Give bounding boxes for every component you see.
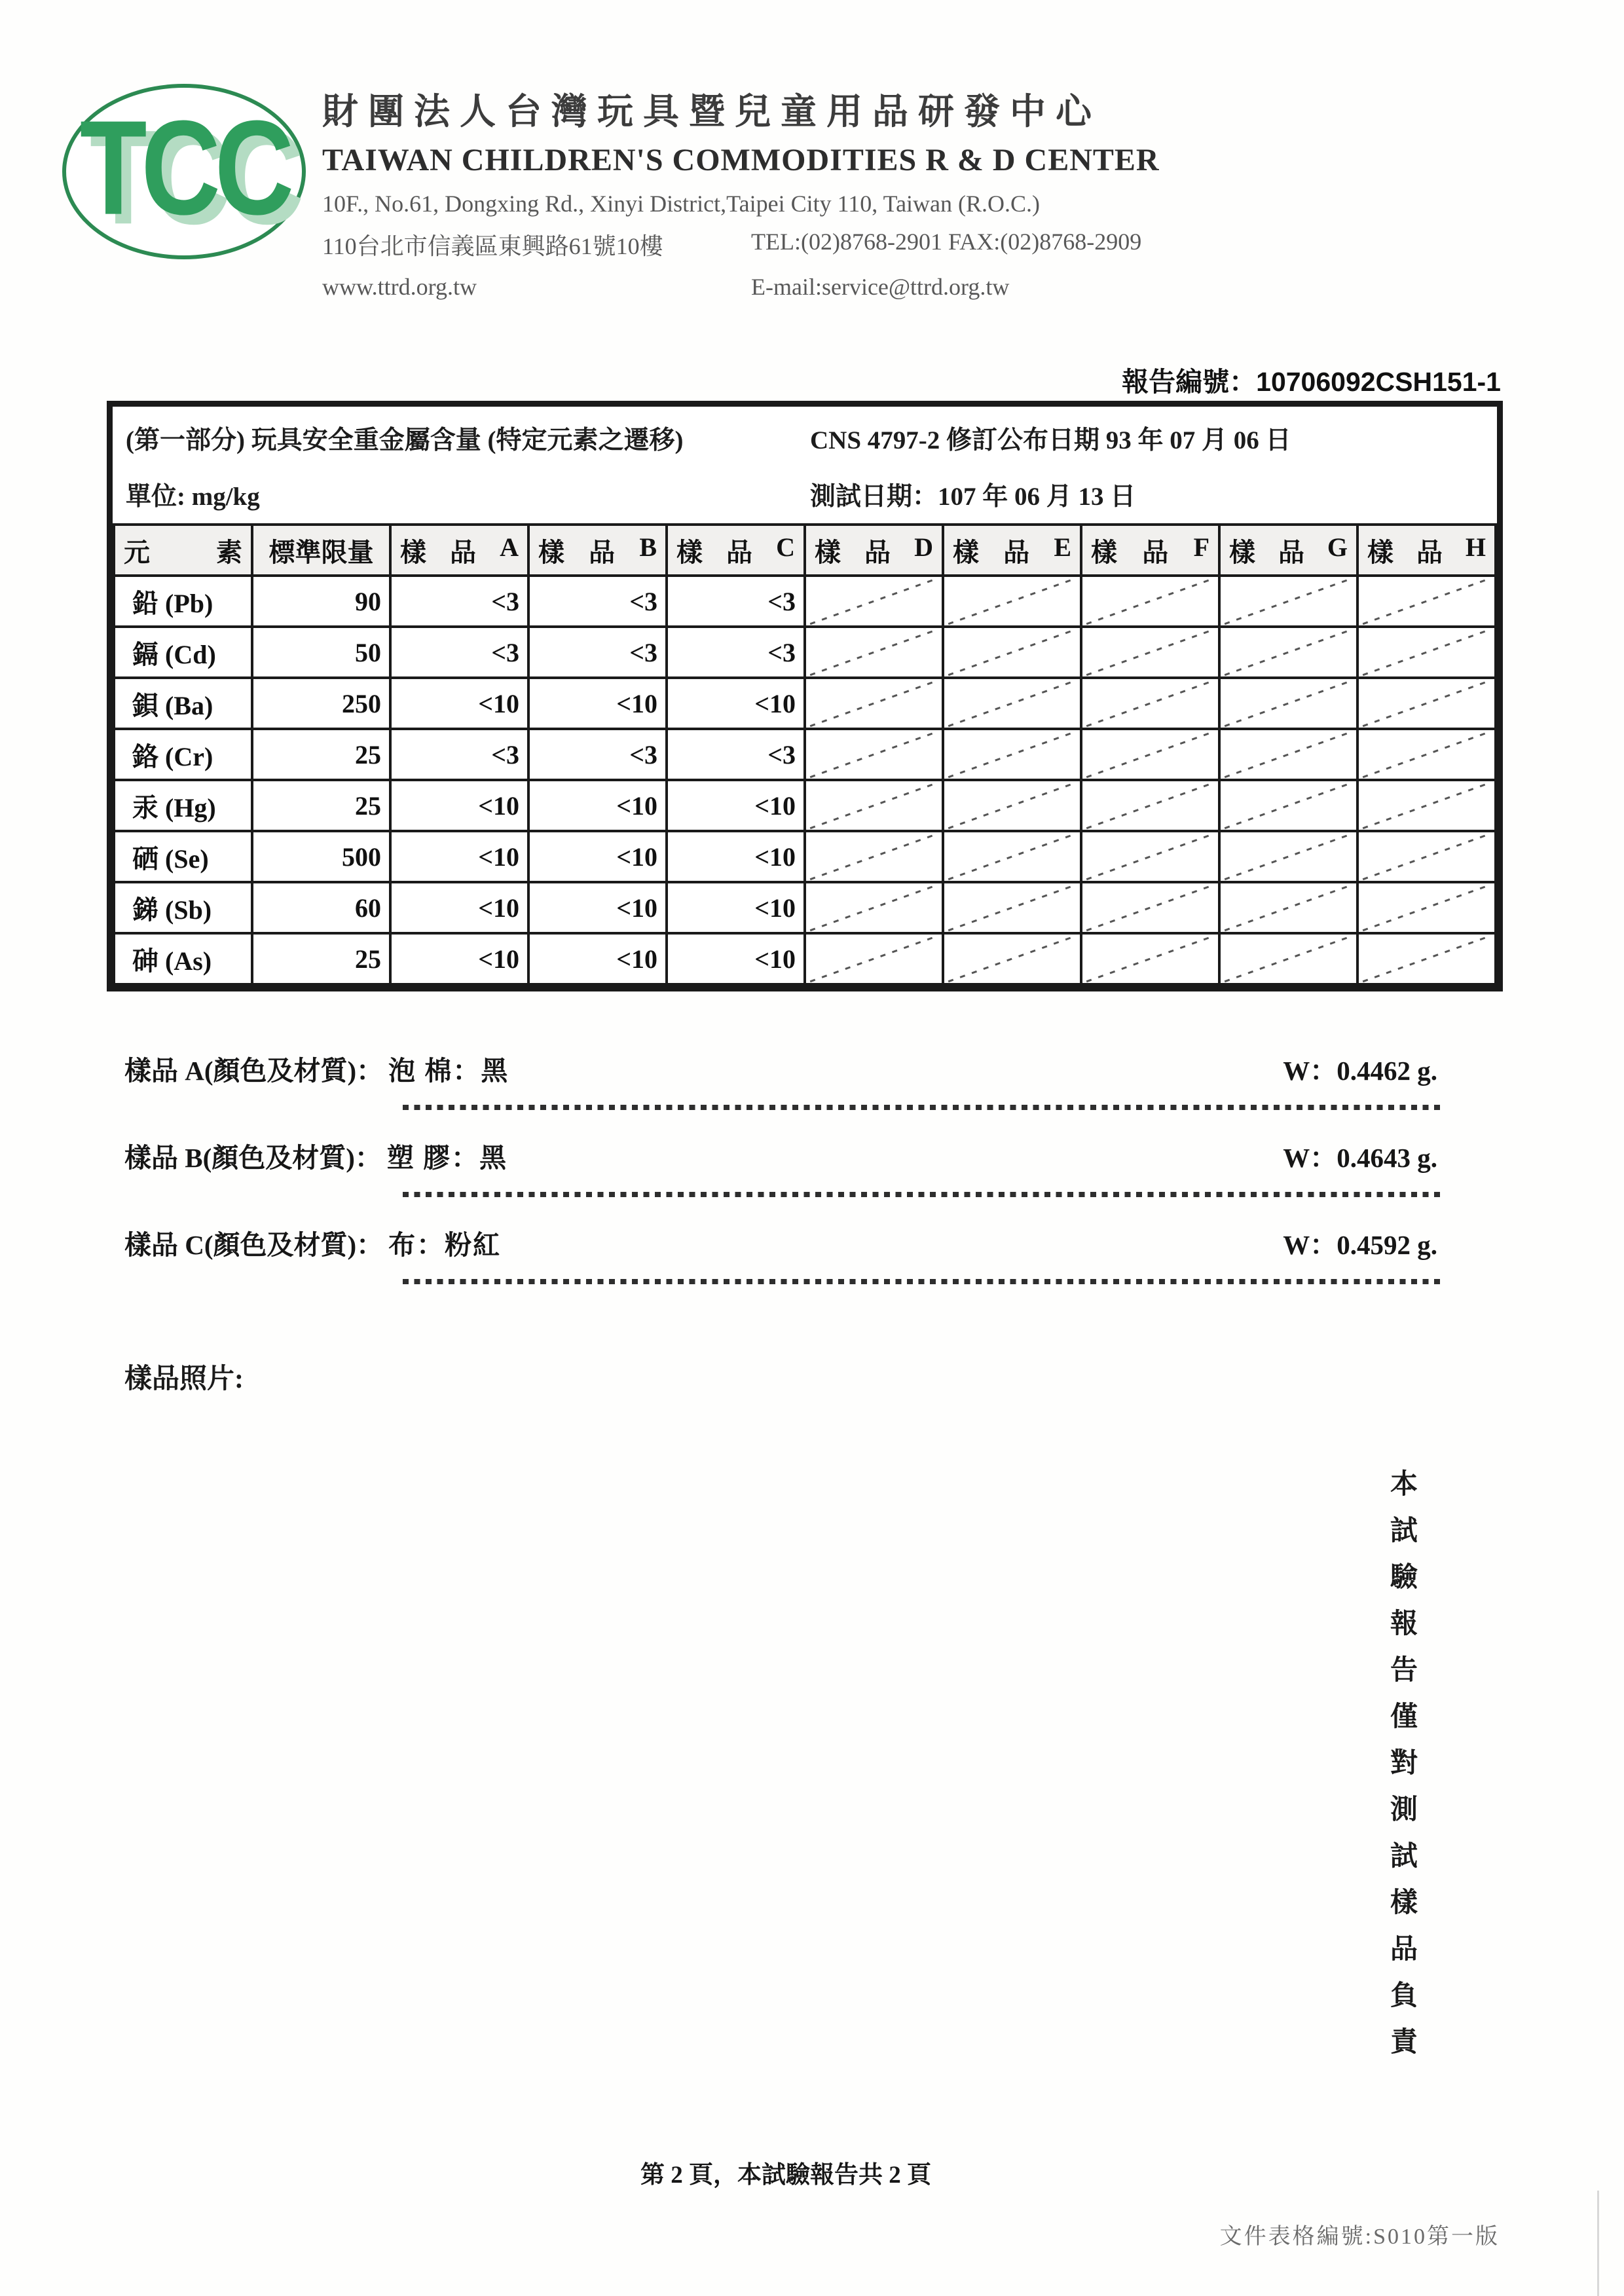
limit-cell: 500 [252, 831, 390, 882]
limit-cell: 50 [252, 627, 390, 678]
table-title-row-1 [126, 420, 1488, 456]
diagonal-strike-icon [1082, 883, 1218, 932]
table-title-block [113, 407, 1497, 523]
diagonal-strike-icon [1082, 781, 1218, 830]
result-cell: <3 [528, 627, 667, 678]
tel-fax: TEL:(02)8768-2901 FAX:(02)8768-2909 [751, 229, 1142, 255]
diagonal-strike-icon [1359, 832, 1494, 881]
diagonal-strike-icon [944, 577, 1080, 625]
empty-result-cell [1357, 627, 1496, 678]
diagonal-strike-icon [806, 832, 942, 881]
diagonal-strike-icon [806, 679, 942, 728]
sample-description: 塑 膠：黑 [386, 1143, 508, 1173]
sample-line [124, 1049, 1503, 1088]
diagonal-strike-icon [944, 832, 1080, 881]
diagonal-strike-icon [1359, 679, 1494, 728]
result-cell: <10 [390, 933, 528, 984]
standard-note: CNS 4797-2 修訂公布日期 93 年 07 月 06 日 [810, 426, 1291, 454]
diagonal-strike-icon [1082, 935, 1218, 983]
diagonal-strike-icon [944, 679, 1080, 728]
element-cell: 鎘 (Cd) [114, 627, 252, 678]
sample-label: 樣品 C(顏色及材質)： [124, 1230, 384, 1260]
results-grid [113, 523, 1497, 986]
diagonal-strike-icon [1221, 628, 1356, 676]
diagonal-strike-icon [1082, 730, 1218, 779]
limit-cell: 60 [252, 882, 390, 933]
element-cell: 鉛 (Pb) [114, 576, 252, 627]
sample-row [124, 1223, 1503, 1284]
empty-result-cell [1081, 627, 1219, 678]
column-header: 樣 品 B [528, 525, 667, 576]
org-name-en: TAIWAN CHILDREN'S COMMODITIES R & D CENTER [322, 143, 1160, 177]
empty-result-cell [1219, 933, 1357, 984]
result-cell: <10 [390, 831, 528, 882]
empty-result-cell [805, 627, 943, 678]
empty-result-cell [805, 780, 943, 831]
empty-result-cell [943, 729, 1081, 780]
tcc-logo [62, 84, 306, 259]
column-header: 元 素 [114, 525, 252, 576]
empty-result-cell [1357, 678, 1496, 729]
sample-line [124, 1136, 1503, 1175]
section-title: (第一部分) 玩具安全重金屬含量 (特定元素之遷移) [126, 426, 684, 454]
sample-weight: W：0.4592 g. [1283, 1230, 1437, 1260]
web-email-line [322, 273, 1534, 301]
result-cell: <3 [667, 627, 805, 678]
table-row [114, 678, 1496, 729]
result-cell: <10 [667, 831, 805, 882]
column-header: 樣 品 C [667, 525, 805, 576]
dashed-separator [403, 1192, 1441, 1197]
diagonal-strike-icon [944, 781, 1080, 830]
empty-result-cell [943, 882, 1081, 933]
empty-result-cell [1357, 729, 1496, 780]
website: www.ttrd.org.tw [322, 274, 477, 300]
diagonal-strike-icon [1359, 883, 1494, 932]
results-table [107, 401, 1503, 991]
result-cell: <3 [390, 729, 528, 780]
element-cell: 汞 (Hg) [114, 780, 252, 831]
empty-result-cell [805, 831, 943, 882]
sample-description: 布：粉紅 [388, 1230, 502, 1260]
diagonal-strike-icon [944, 628, 1080, 676]
scan-edge-artifact [1597, 2191, 1599, 2296]
empty-result-cell [1081, 729, 1219, 780]
empty-result-cell [1357, 882, 1496, 933]
empty-result-cell [1219, 576, 1357, 627]
element-cell: 鋇 (Ba) [114, 678, 252, 729]
result-cell: <10 [528, 882, 667, 933]
table-row [114, 729, 1496, 780]
diagonal-strike-icon [1221, 730, 1356, 779]
disclaimer-vertical-text: 本試驗報告僅對測試樣品負責 [1386, 1469, 1416, 2073]
address-zh: 110台北市信義區東興路61號10樓 [322, 233, 663, 259]
page-number-info: 第 2 頁，本試驗報告共 2 頁 [640, 2162, 931, 2189]
result-cell: <10 [390, 678, 528, 729]
column-header: 樣 品 F [1081, 525, 1219, 576]
diagonal-strike-icon [1359, 577, 1494, 625]
sample-row [124, 1049, 1503, 1110]
empty-result-cell [1357, 933, 1496, 984]
samples-section [124, 1049, 1503, 1310]
result-cell: <10 [390, 882, 528, 933]
empty-result-cell [1081, 678, 1219, 729]
result-cell: <3 [390, 576, 528, 627]
empty-result-cell [1357, 780, 1496, 831]
empty-result-cell [805, 882, 943, 933]
column-header: 樣 品 A [390, 525, 528, 576]
empty-result-cell [943, 780, 1081, 831]
diagonal-strike-icon [1221, 577, 1356, 625]
diagonal-strike-icon [1359, 935, 1494, 983]
org-name-zh: 財團法人台灣玩具暨兒童用品研發中心 [322, 92, 1102, 132]
diagonal-strike-icon [1221, 679, 1356, 728]
empty-result-cell [805, 933, 943, 984]
diagonal-strike-icon [1359, 730, 1494, 779]
column-header: 標準限量 [252, 525, 390, 576]
address-tel-line [322, 228, 1534, 261]
document-form-number: 文件表格編號:S010第一版 [1219, 2225, 1500, 2249]
dashed-separator [403, 1279, 1441, 1284]
result-cell: <10 [528, 933, 667, 984]
diagonal-strike-icon [944, 935, 1080, 983]
result-cell: <10 [667, 678, 805, 729]
sample-line [124, 1223, 1503, 1262]
result-cell: <10 [528, 780, 667, 831]
column-header: 樣 品 G [1219, 525, 1357, 576]
element-cell: 鉻 (Cr) [114, 729, 252, 780]
empty-result-cell [1357, 831, 1496, 882]
empty-result-cell [1219, 627, 1357, 678]
diagonal-strike-icon [806, 730, 942, 779]
diagonal-strike-icon [1082, 832, 1218, 881]
result-cell: <3 [667, 576, 805, 627]
empty-result-cell [805, 729, 943, 780]
empty-result-cell [1081, 576, 1219, 627]
empty-result-cell [1219, 780, 1357, 831]
unit-label: 單位: mg/kg [126, 483, 260, 511]
report-number-label: 報告編號： [1122, 367, 1257, 397]
tcc-logo-ellipse [62, 84, 306, 259]
sample-photo-label: 樣品照片: [124, 1364, 244, 1394]
diagonal-strike-icon [944, 730, 1080, 779]
table-row [114, 831, 1496, 882]
letterhead [322, 83, 1534, 301]
result-cell: <10 [667, 882, 805, 933]
sample-label: 樣品 B(顏色及材質)： [124, 1143, 382, 1173]
result-cell: <3 [528, 729, 667, 780]
diagonal-strike-icon [1221, 832, 1356, 881]
empty-result-cell [805, 576, 943, 627]
column-header: 樣 品 H [1357, 525, 1496, 576]
result-cell: <3 [667, 729, 805, 780]
empty-result-cell [1081, 882, 1219, 933]
limit-cell: 90 [252, 576, 390, 627]
diagonal-strike-icon [1359, 781, 1494, 830]
empty-result-cell [943, 933, 1081, 984]
empty-result-cell [1219, 678, 1357, 729]
diagonal-strike-icon [1082, 577, 1218, 625]
result-cell: <10 [667, 780, 805, 831]
diagonal-strike-icon [944, 883, 1080, 932]
diagonal-strike-icon [1082, 628, 1218, 676]
diagonal-strike-icon [806, 781, 942, 830]
empty-result-cell [943, 627, 1081, 678]
result-cell: <3 [528, 576, 667, 627]
table-row [114, 627, 1496, 678]
results-header-row [114, 525, 1496, 576]
result-cell: <10 [390, 780, 528, 831]
diagonal-strike-icon [806, 577, 942, 625]
column-header: 樣 品 E [943, 525, 1081, 576]
dashed-separator [403, 1105, 1441, 1110]
test-date: 測試日期：107 年 06 月 13 日 [810, 483, 1136, 511]
diagonal-strike-icon [1221, 781, 1356, 830]
diagonal-strike-icon [1082, 679, 1218, 728]
report-number [1122, 360, 1501, 399]
empty-result-cell [1219, 831, 1357, 882]
empty-result-cell [943, 831, 1081, 882]
element-cell: 硒 (Se) [114, 831, 252, 882]
diagonal-strike-icon [1359, 628, 1494, 676]
result-cell: <10 [528, 831, 667, 882]
table-row [114, 576, 1496, 627]
empty-result-cell [1219, 729, 1357, 780]
empty-result-cell [943, 576, 1081, 627]
empty-result-cell [1219, 882, 1357, 933]
sample-weight: W：0.4462 g. [1283, 1056, 1437, 1086]
result-cell: <10 [528, 678, 667, 729]
tcc-logo-text: TCC [79, 92, 289, 243]
diagonal-strike-icon [806, 628, 942, 676]
diagonal-strike-icon [1221, 883, 1356, 932]
sample-description: 泡 棉：黑 [388, 1056, 509, 1086]
results-body [114, 576, 1496, 984]
result-cell: <3 [390, 627, 528, 678]
limit-cell: 25 [252, 933, 390, 984]
limit-cell: 250 [252, 678, 390, 729]
element-cell: 銻 (Sb) [114, 882, 252, 933]
empty-result-cell [1081, 780, 1219, 831]
limit-cell: 25 [252, 729, 390, 780]
empty-result-cell [1081, 831, 1219, 882]
sample-weight: W：0.4643 g. [1283, 1143, 1437, 1173]
table-row [114, 882, 1496, 933]
table-row [114, 780, 1496, 831]
sample-label: 樣品 A(顏色及材質)： [124, 1056, 384, 1086]
empty-result-cell [805, 678, 943, 729]
email: E-mail:service@ttrd.org.tw [751, 274, 1010, 300]
limit-cell: 25 [252, 780, 390, 831]
diagonal-strike-icon [1221, 935, 1356, 983]
table-title-row-2 [126, 476, 1488, 513]
report-number-value: 10706092CSH151-1 [1256, 367, 1501, 397]
result-cell: <10 [667, 933, 805, 984]
empty-result-cell [1357, 576, 1496, 627]
diagonal-strike-icon [806, 883, 942, 932]
address-en: 10F., No.61, Dongxing Rd., Xinyi District,Taipei City 110, Taiwan (R.O.C.) [322, 191, 1041, 217]
sample-row [124, 1136, 1503, 1197]
empty-result-cell [1081, 933, 1219, 984]
diagonal-strike-icon [806, 935, 942, 983]
element-cell: 砷 (As) [114, 933, 252, 984]
empty-result-cell [943, 678, 1081, 729]
column-header: 樣 品 D [805, 525, 943, 576]
table-row [114, 933, 1496, 984]
